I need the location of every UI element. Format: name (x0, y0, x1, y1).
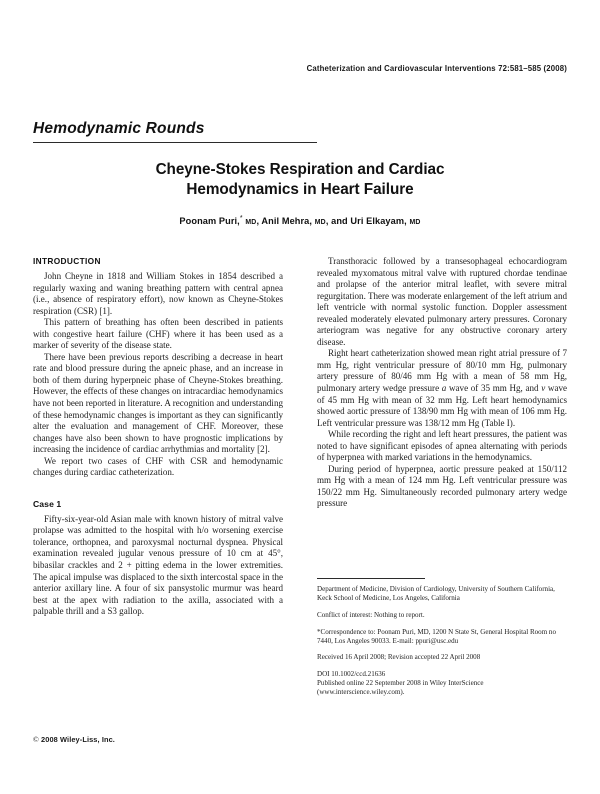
author-list (62, 215, 538, 226)
hemo-text-part-2: wave of 35 mm Hg, and (446, 383, 542, 394)
hemo-text-part-3: wave of 45 mm Hg with mean of 32 mm Hg. Left heart hemodynamics showed aortic pressure of 138/90 mm Hg with mean of 106 mm Hg. Left ventricular pressure was 138/12 mm Hg (Table I). (317, 383, 568, 428)
paragraph: Fifty-six-year-old Asian male with known history of mitral valve prolapse was admitted to the hospital with h/o worsening exercise tolerance, orthopnea, and paroxysmal nocturnal dyspnea. Physical examination revealed jugular venous pressure of 10 cm at 45°, bibasilar crackles and 2 + pitting edema in the lower extremities. The apical impulse was displaced to the sixth intercostal space in the anterior axillary line. A four of six pansystolic murmur was heard best at the apex with radiation to the axilla, associated with a palpable thrill and a S3 gallop. (33, 513, 283, 617)
conflict-of-interest-statement: Conflict of interest: Nothing to report. (317, 611, 425, 620)
section-label-group (33, 120, 567, 143)
copyright-symbol: © (33, 735, 39, 744)
running-header: Catheterization and Cardiovascular Interventions 72:581–585 (2008) (306, 64, 567, 73)
author-name-2: Anil Mehra, (261, 216, 313, 227)
received-accepted-dates: Received 16 April 2008; Revision accepted 22 April 2008 (317, 653, 481, 662)
a-wave-symbol: a (441, 383, 447, 394)
footnote-block (317, 585, 567, 697)
author-name-3: Uri Elkayam, (350, 216, 407, 227)
correspondence-note: *Correspondence to: Poonam Puri, MD, 1200 N State St, General Hospital Room no 7440, Los Angeles 90033. E-mail: ppuri@usc.edu (317, 627, 556, 645)
column-left (33, 256, 283, 618)
author-name-1: Poonam Puri, (179, 216, 240, 227)
heading-case-1: Case 1 (33, 498, 62, 509)
author-degree-2: MD (314, 219, 326, 227)
paragraph: We report two cases of CHF with CSR and hemodynamic changes during cardiac catheterization. (33, 455, 283, 478)
section-spacer (33, 479, 283, 499)
publication-note: Published online 22 September 2008 in Wiley InterScience (www.interscience.wiley.com). (317, 679, 484, 697)
copyright-text: 2008 Wiley-Liss, Inc. (41, 735, 115, 744)
article-title-line-2: Hemodynamics in Heart Failure (186, 180, 414, 198)
author-separator-1: , (256, 216, 262, 227)
paragraph: There have been previous reports describing a decrease in heart rate and blood pressure during the apneic phase, and an increase in both of them during hyperpneic phase of Cheyne-Stokes breathing. However, the effects of these changes on intracardiac hemodynamics have not been reported in literature. A recognition and understanding of these hemodynamic changes is important as they can significantly alter the evaluation and management of CHF. Moreover, these changes have also been shown to have prognostic implications by increasing the incidence of cardiac arrhythmias and mortality [2]. (33, 351, 283, 455)
v-wave-symbol: v (541, 383, 546, 394)
article-title-line-1: Cheyne-Stokes Respiration and Cardiac (155, 161, 445, 178)
column-right (317, 256, 567, 510)
page-title (62, 160, 538, 199)
copyright-notice (33, 735, 115, 744)
doi-text: DOI 10.1002/ccd.21636 (317, 669, 386, 678)
author-degree-1: MD (245, 219, 257, 227)
heading-introduction: INTRODUCTION (33, 256, 101, 266)
author-degree-3: MD (409, 219, 421, 227)
section-label: Hemodynamic Rounds (33, 120, 205, 137)
author-separator-2: , and (325, 216, 351, 227)
corresponding-author-marker: * (239, 215, 243, 222)
paragraph: John Cheyne in 1818 and William Stokes in 1854 described a regularly waxing and waning breathing pattern with central apnea (i.e., absence of respiratory effort), now known as Cheyne-Stokes respiration (CSR) [1]. (33, 271, 283, 316)
paragraph: Transthoracic followed by a transesophageal echocardiogram revealed myxomatous mitral valve with ruptured chordae tendinae and prolapse of the anterior mitral leaflet, with severe mitral regurgitation. There was moderate enlargement of the left atrium and left ventricle with normal systolic function. Doppler assessment revealed moderately elevated pulmonary artery pressures. Coronary arteriogram was negative for any obstructive coronary artery disease. (317, 256, 567, 347)
paragraph-hemodynamics (317, 348, 567, 429)
hemo-text-part-1: Right heart catheterization showed mean right atrial pressure of 7 mm Hg, right ventricular pressure of 80/10 mm Hg, pulmonary artery pressure of 80/46 mm Hg with a mean of 58 mm Hg, pulmonary artery wedge pressure (317, 348, 567, 394)
footnote-separator-rule (317, 578, 425, 579)
title-block (62, 160, 538, 226)
paragraph: While recording the right and left heart pressures, the patient was noted to have significant episodes of apnea alternating with periods of hyperpnea with marked variations in the hemodynamics. (317, 429, 567, 463)
paragraph: During period of hyperpnea, aortic pressure peaked at 150/112 mm Hg with a mean of 124 mm Hg. Left ventricular pressure was 150/22 mm Hg. Simultaneously recorded pulmonary artery wedge pressure (317, 463, 567, 509)
paragraph: This pattern of breathing has often been described in patients with congestive heart failure (CHF) where it has been used as a marker of severity of the disease state. (33, 317, 283, 351)
author-affiliation: Department of Medicine, Division of Cardiology, University of Southern California, Keck School of Medicine, Los Angeles, California (317, 585, 555, 603)
section-label-rule (33, 142, 317, 143)
